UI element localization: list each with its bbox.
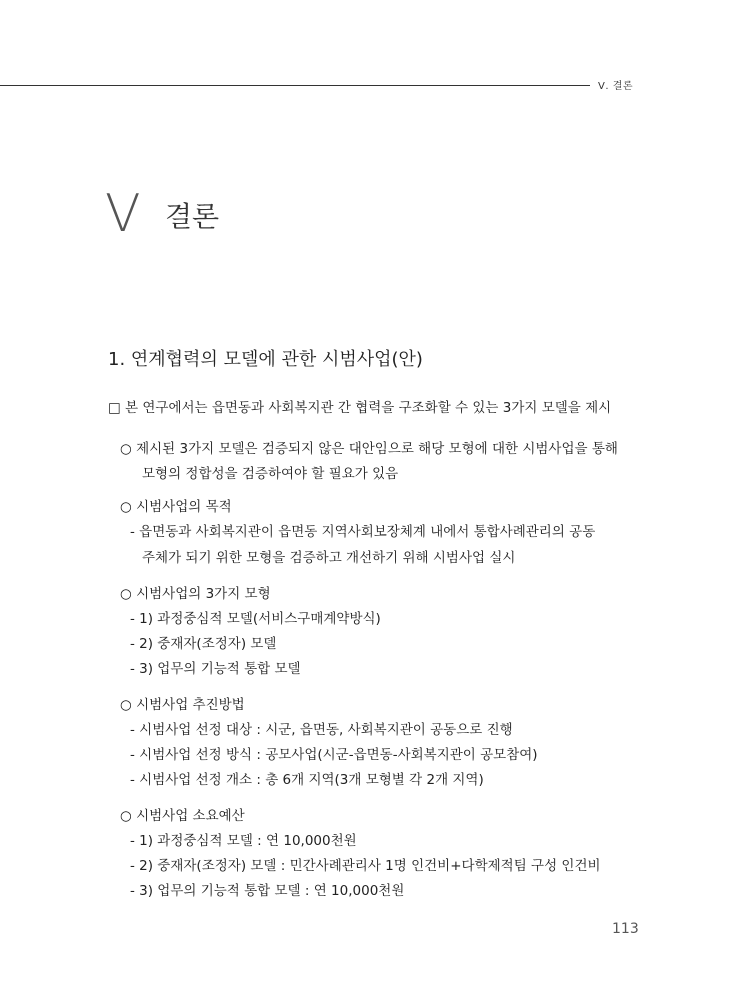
method-item: - 시범사업 선정 개소 : 총 6개 지역(3개 모형별 각 2개 지역) [130, 772, 484, 788]
models-item: - 1) 과정중심적 모델(서비스구매계약방식) [130, 611, 381, 627]
purpose-heading: ○ 시범사업의 목적 [120, 499, 232, 515]
method-heading: ○ 시범사업 추진방법 [120, 697, 245, 713]
page-number: 113 [612, 921, 639, 937]
chapter-numeral: Ⅴ [105, 184, 141, 244]
section-title: 1. 연계협력의 모델에 관한 시범사업(안) [108, 349, 423, 370]
budget-item: - 2) 중재자(조정자) 모델 : 민간사례관리사 1명 인건비+다학제적팀 구성 인건비 [130, 858, 601, 874]
budget-item: - 3) 업무의 기능적 통합 모델 : 연 10,000천원 [130, 883, 405, 899]
budget-heading: ○ 시범사업 소요예산 [120, 808, 245, 824]
models-heading: ○ 시범사업의 3가지 모형 [120, 586, 271, 602]
models-item: - 3) 업무의 기능적 통합 모델 [130, 661, 301, 677]
purpose-line-2: 주체가 되기 위한 모형을 검증하고 개선하기 위해 시범사업 실시 [142, 550, 516, 566]
method-item: - 시범사업 선정 방식 : 공모사업(시군-읍면동-사회복지관이 공모참여) [130, 747, 538, 763]
header-rule [0, 85, 590, 86]
budget-item: - 1) 과정중심적 모델 : 연 10,000천원 [130, 833, 357, 849]
purpose-line-1: - 읍면동과 사회복지관이 읍면동 지역사회보장체계 내에서 통합사례관리의 공동 [130, 524, 596, 540]
intro-paragraph: □ 본 연구에서는 읍면동과 사회복지관 간 협력을 구조화할 수 있는 3가지 모델을 제시 [108, 400, 612, 416]
paragraph-1-line-2: 모형의 정합성을 검증하여야 할 필요가 있음 [142, 466, 399, 482]
method-item: - 시범사업 선정 대상 : 시군, 읍면동, 사회복지관이 공동으로 진행 [130, 722, 513, 738]
chapter-title: 결론 [165, 200, 220, 233]
running-head: Ⅴ. 결론 [598, 81, 634, 92]
paragraph-1-line-1: ○ 제시된 3가지 모델은 검증되지 않은 대안임으로 해당 모형에 대한 시범사업을 통해 [120, 441, 618, 457]
models-item: - 2) 중재자(조정자) 모델 [130, 636, 277, 652]
